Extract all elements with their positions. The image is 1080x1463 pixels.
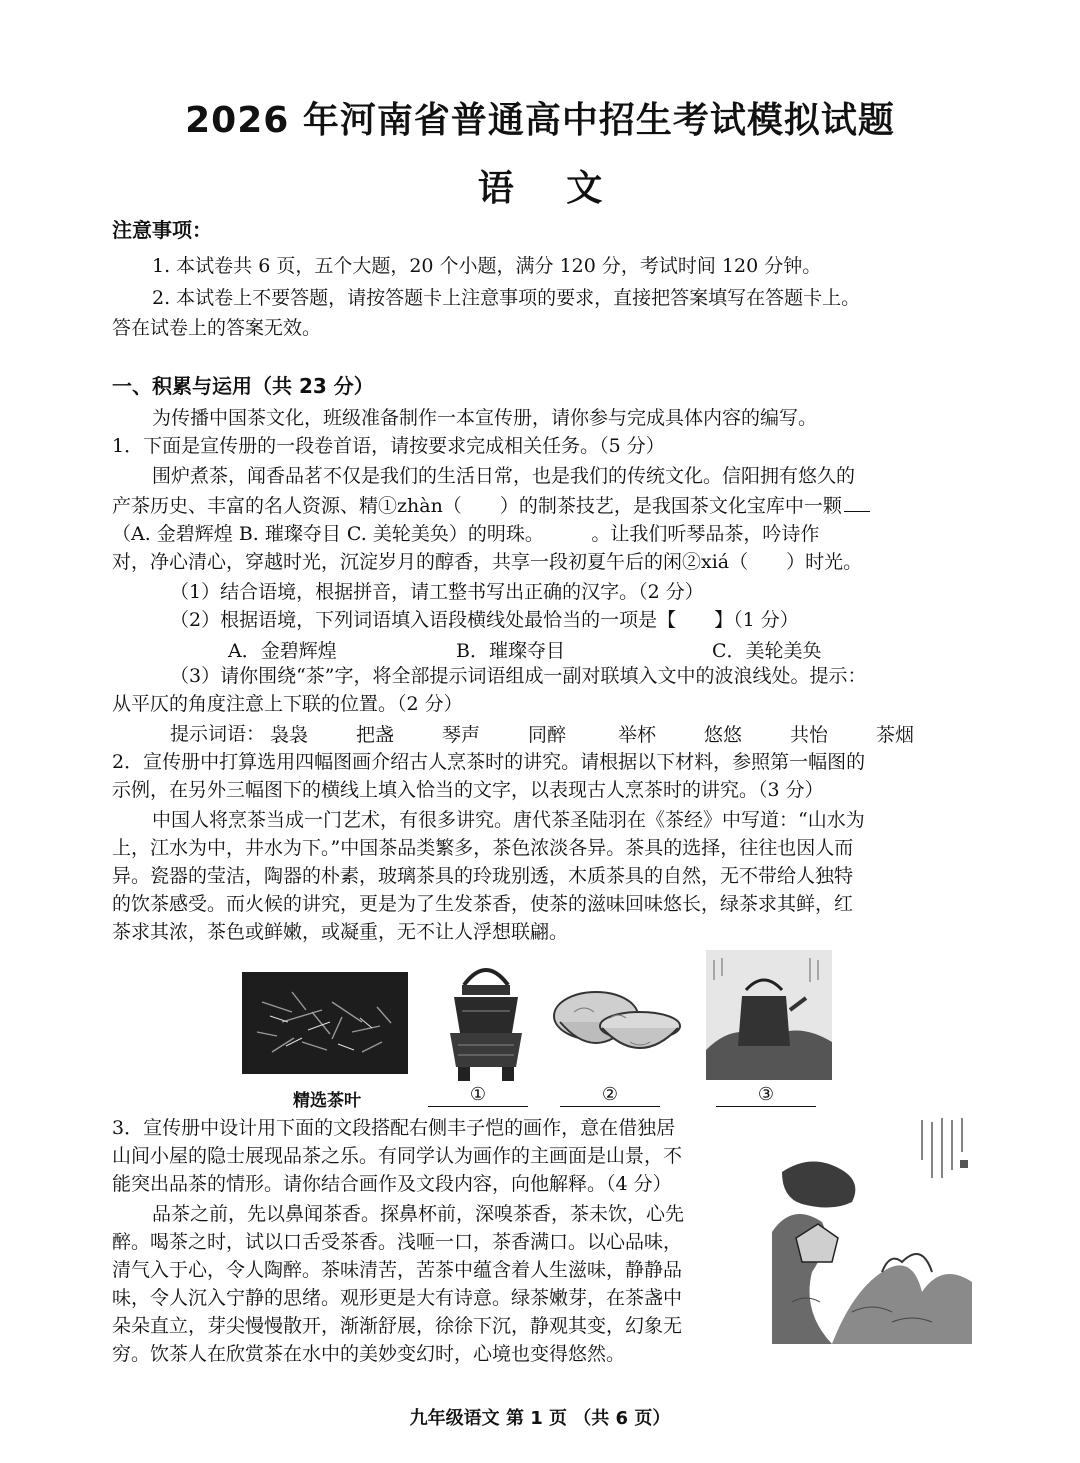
section-heading: 一、积累与运用（共 23 分） xyxy=(112,374,374,398)
feng-zikai-painting xyxy=(772,1112,972,1344)
tea-leaves-image xyxy=(242,972,408,1074)
q2-passage-line: 异。瓷器的莹洁，陶器的朴素，玻璃茶具的玲珑别透，木质茶具的自然，无不带给人独特 xyxy=(112,865,854,887)
hint-word: 把盏 xyxy=(356,724,395,746)
caption-blank-1: ① xyxy=(428,1084,528,1107)
q1-sub-2: （2）根据语境，下列词语填入语段横线处最恰当的一项是【 】（1 分） xyxy=(170,609,799,631)
q1-sub-1: （1）结合语境，根据拼音，请工整书写出正确的汉字。（2 分） xyxy=(170,581,704,603)
q3-passage-line: 穷。饮茶人在欣赏茶在水中的美妙变幻时，心境也变得悠然。 xyxy=(112,1343,626,1365)
q2-passage-line: 的饮茶感受。而火候的讲究，更是为了生发茶香，使茶的滋味回味悠长，绿茶求其鲜，红 xyxy=(112,893,854,915)
hint-word: 举杯 xyxy=(618,724,657,746)
hint-label: 提示词语： xyxy=(170,723,266,745)
subject-title: 语 文 xyxy=(477,168,603,209)
q2-stem-b: 示例，在另外三幅图下的横线上填入恰当的文字，以表现古人烹茶时的讲究。（3 分） xyxy=(112,779,824,801)
notes-item-2b: 答在试卷上的答案无效。 xyxy=(112,317,322,339)
q2-passage-line: 茶求其浓，茶色或鲜嫩，或凝重，无不让人浮想联翩。 xyxy=(112,921,569,943)
q3-stem-b: 山间小屋的隐士展现品茶之乐。有同学认为画作的主画面是山景，不 xyxy=(112,1145,683,1167)
q3-passage-line: 醉。喝茶之时，试以口舌受茶香。浅咂一口，茶香满口。以心品味， xyxy=(112,1231,683,1253)
hint-word: 悠悠 xyxy=(704,724,743,746)
option-c: C．美轮美奂 xyxy=(712,640,822,662)
page-footer: 九年级语文 第 1 页 （共 6 页） xyxy=(409,1408,671,1429)
teapot-image xyxy=(440,955,532,1085)
q2-stem-a: 2．宣传册中打算选用四幅图画介绍古人烹茶时的讲究。请根据以下材料，参照第一幅图的 xyxy=(112,751,866,773)
notes-item-2a: 2. 本试卷上不要答题，请按答题卡上注意事项的要求，直接把答案填写在答题卡上。 xyxy=(152,287,861,309)
q3-passage-line: 味，令人沉入宁静的思绪。观形更是大有诗意。绿茶嫩芽，在茶盏中 xyxy=(112,1287,683,1309)
q1-passage-line xyxy=(112,492,870,520)
answer-blank xyxy=(844,493,870,512)
q1-passage-line: 对，净心清心，穿越时光，沉淀岁月的醇香，共享一段初夏午后的闲②xiá（ ）时光。 xyxy=(112,551,863,573)
option-a: A．金碧辉煌 xyxy=(228,640,337,662)
hint-word: 琴声 xyxy=(442,724,481,746)
q1-passage-text: 产茶历史、丰富的名人资源、精①zhàn（ ）的制茶技艺，是我国茶文化宝库中一颗 xyxy=(112,495,842,517)
q3-passage-line: 品茶之前，先以鼻闻茶香。探鼻杯前，深嗅茶香，茶未饮，心先 xyxy=(152,1203,685,1225)
hint-word: 共怡 xyxy=(790,724,829,746)
q3-stem-a: 3．宣传册中设计用下面的文段搭配右侧丰子恺的画作，意在借独居 xyxy=(112,1117,676,1139)
option-b: B．璀璨夺目 xyxy=(456,640,565,662)
q1-passage-line: （A. 金碧辉煌 B. 璀璨夺目 C. 美轮美奂）的明珠。 。让我们听琴品茶，吟诗作 xyxy=(112,523,820,545)
bowls-image xyxy=(550,982,682,1064)
hint-word: 茶烟 xyxy=(876,724,915,746)
exam-title: 2026 年河南省普通高中招生考试模拟试题 xyxy=(185,100,895,141)
q2-passage-line: 上，江水为中，井水为下。”中国茶品类繁多，茶色浓淡各异。茶具的选择，往往也因人而 xyxy=(112,837,854,859)
q3-passage-line: 朵朵直立，芽尖慢慢散开，渐渐舒展，徐徐下沉，静观其变，幻象无 xyxy=(112,1315,683,1337)
q1-sub-3a: （3）请你围绕“茶”字，将全部提示词语组成一副对联填入文中的波浪线处。提示： xyxy=(170,665,867,687)
q2-passage-line: 中国人将烹茶当成一门艺术，有很多讲究。唐代茶圣陆羽在《茶经》中写道：“山水为 xyxy=(152,809,865,831)
notes-item-1: 1. 本试卷共 6 页，五个大题，20 个小题，满分 120 分，考试时间 120 分钟。 xyxy=(152,255,822,277)
q1-passage-line: 围炉煮茶，闻香品茗不仅是我们的生活日常，也是我们的传统文化。信阳拥有悠久的 xyxy=(152,465,856,487)
caption-blank-3: ③ xyxy=(716,1084,816,1107)
q1-stem: 1．下面是宣传册的一段卷首语，请按要求完成相关任务。（5 分） xyxy=(112,435,665,457)
q3-stem-c: 能突出品茶的情形。请你结合画作及文段内容，向他解释。（4 分） xyxy=(112,1173,672,1195)
hint-word: 同醉 xyxy=(528,724,567,746)
caption-tea-leaves: 精选茶叶 xyxy=(293,1091,361,1111)
section-intro: 为传播中国茶文化，班级准备制作一本宣传册，请你参与完成具体内容的编写。 xyxy=(152,407,818,429)
teapot-painting-image xyxy=(706,950,832,1080)
notes-heading: 注意事项： xyxy=(112,218,212,242)
q1-sub-3b: 从平仄的角度注意上下联的位置。（2 分） xyxy=(112,693,463,715)
caption-blank-2: ② xyxy=(560,1084,660,1107)
q3-passage-line: 清气入于心，令人陶醉。茶味清苦，苦茶中蕴含着人生滋味，静静品 xyxy=(112,1259,683,1281)
hint-word: 袅袅 xyxy=(270,724,309,746)
